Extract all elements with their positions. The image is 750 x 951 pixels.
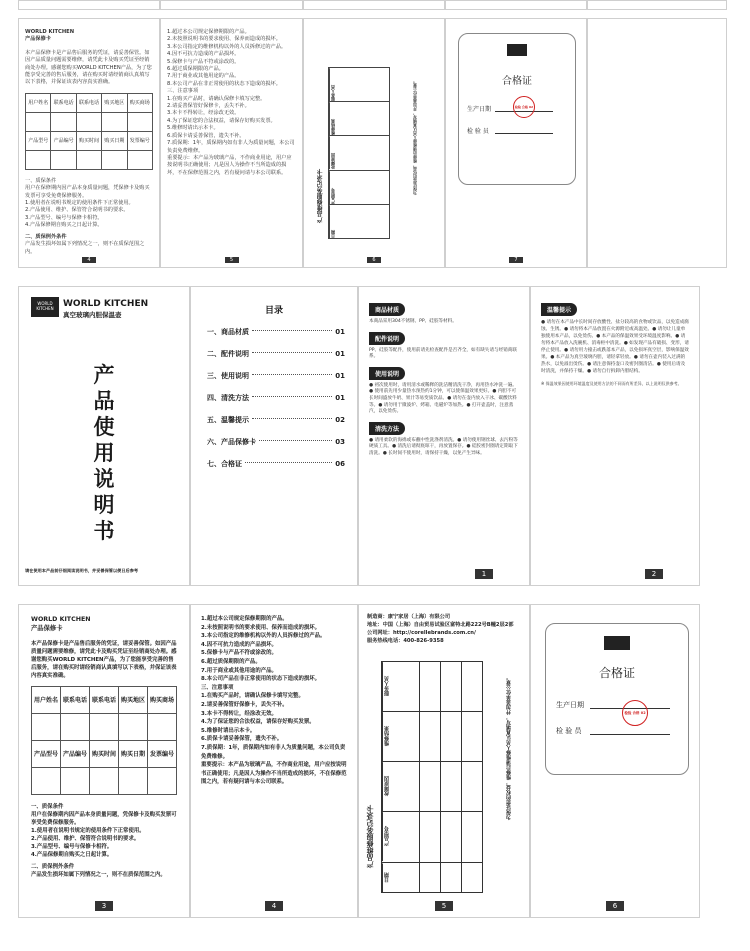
toc-item-page: 03: [335, 438, 345, 446]
table-cell: 购买时间: [76, 131, 101, 150]
top-strip-panel: [160, 0, 303, 10]
table-cell: 发票编号: [148, 740, 177, 767]
toc-item[interactable]: [207, 327, 345, 337]
table-cell: 用户姓名: [26, 93, 51, 112]
toc-item-page: 01: [335, 372, 345, 380]
service-record-title: 产品维修服务记录卡: [317, 169, 324, 223]
toc-item-page: 01: [335, 350, 345, 358]
table-cell: 联系电话: [51, 93, 76, 112]
page-number: 6: [367, 257, 381, 263]
page-number: 1: [475, 569, 493, 579]
top-strip-panel: [445, 0, 587, 10]
page-small-certificate: [445, 18, 587, 268]
table-cell: 联系电话: [90, 686, 119, 713]
brand-title: WORLD KITCHEN: [25, 29, 75, 35]
row-bottom: [0, 604, 750, 918]
logo-text-line: WORLD: [37, 301, 53, 306]
section-heading: 使用说明: [369, 367, 405, 380]
page-small-warranty-terms: [160, 18, 303, 268]
row-small: [0, 18, 750, 268]
section-heading: 温馨提示: [541, 303, 577, 316]
table-cell: 产品型号: [26, 131, 51, 150]
page-small-warranty: [18, 18, 160, 268]
warranty-intro: 本产品保修卡是产品售后服务的凭证，请妥善保管。如因产品质量问题需要维修，请凭此卡及购买凭证至经销商处办理。感谢您购买WORLD KITCHEN产品，为了您能享受完善的售后服务，请在购买时请经销商认真填写以下表格，并保证该表内容真实准确。: [25, 49, 152, 86]
brand-name: WORLD KITCHEN: [63, 299, 149, 309]
row-middle: [0, 286, 750, 586]
title-char: 明: [93, 493, 115, 517]
certificate-box: [545, 623, 689, 775]
toc-item-label: 一、商品材质: [207, 328, 249, 336]
table-row: [32, 740, 177, 767]
terms-text: 1.超过本公司规定保修期限的产品。 2.未按照说明书的要求使用、保养而造成的损坏。 3.本公司指定的维修机构以外的人员拆修过的产品。 4.因不可抗力造成的产品损坏。 5.保修卡与产品不符或涂改的。 6.超过质保期限的产品。 7.用于商业或其他用途的产品。 8.本公司产品在非正常使用的状态下造成的损坏。 三、注意事项 1.在购买产品时，请确认保修卡填写完整。 2.请妥善保管好保修卡，丢失不补。 3.本卡不得转让，经涂改无效。 4.为了保证您的合法权益，请保存好购买发票。 5.维修时请出示本卡。 6.质保卡请妥善保管，遗失不补。 7.质保期：1年，质保期内如有非人为质量问题，本公司负责免费维修。 重要提示：本产品为玻璃产品，不作商业用途，用户应按说明书正确使用；凡是因人为操作不当所造成的损坏，不在保修范围之内，若有疑问请与本公司联系。: [201, 616, 347, 786]
table-cell: 购买日期: [102, 131, 127, 150]
page-3: [18, 604, 190, 918]
inspector-line: [590, 734, 670, 735]
section-body: 本商品采用304不锈钢、PP、硅胶等材料。: [369, 319, 457, 324]
page-number: 7: [509, 257, 523, 263]
warranty-intro: 本产品保修卡是产品售后服务的凭证，请妥善保管。如因产品质量问题需要维修，请凭此卡及购买凭证至经销商处办理。感谢您购买WORLD KITCHEN产品，为了您能享受完善的售后服务，请在购买时请经销商认真填写以下表格，并保证该表内容真实准确。: [31, 640, 177, 679]
toc-item-label: 六、产品保修卡: [207, 438, 256, 446]
table-row: [26, 131, 153, 150]
table-cell: 购买商场: [127, 93, 152, 112]
brand-logo: [507, 44, 527, 56]
page-number: 6: [606, 901, 624, 911]
inspector-label: 检 验 员: [467, 128, 489, 135]
policy-extra-title: 二、质保例外条件: [25, 233, 67, 240]
toc-item-page: 01: [335, 394, 345, 402]
production-date-label: 生产日期: [556, 701, 584, 709]
table-cell: 购买地区: [102, 93, 127, 112]
toc-item[interactable]: [207, 393, 345, 403]
table-cell: 购买日期: [119, 740, 148, 767]
page-cover: [18, 286, 190, 586]
policy-text: 一、质保条件 用户在保修期内因产品本身质量问题，凭保修卡及购买发票可享受免费保修服务。 1.使用者在说明书规定的使用条件下正常使用。 2.产品使用、维护、保管符合说明书的要求。 3.产品型号、编号与保修卡相符。 4.产品保修期自购买之日起计算。: [31, 803, 177, 858]
table-cell: 产品编号: [61, 740, 90, 767]
column-label: 维修结果: [382, 712, 399, 761]
column-label: 故障原因: [382, 762, 399, 811]
service-side-note: 为保证您的权益，维修后请维修人员认真填写，并加盖单位公章。: [506, 675, 512, 820]
toc-item[interactable]: [207, 459, 345, 469]
column-label: 故障原因: [329, 136, 343, 169]
table-row: [32, 686, 177, 713]
tips-note: ※ 保温效果因使用环境温度及使用方法的不同而有所差异，以上说明仅供参考。: [541, 381, 682, 386]
warranty-subtitle: 产品保修卡: [31, 625, 63, 633]
column-label: 服务人员: [329, 68, 343, 101]
toc-item[interactable]: [207, 349, 345, 359]
policy-extra-title: 二、质保例外条件: [31, 863, 75, 870]
toc-item[interactable]: [207, 371, 345, 381]
page-1: [358, 286, 530, 586]
page-6: [530, 604, 700, 918]
page-small-service-record: [303, 18, 445, 268]
table-cell: 购买时间: [90, 740, 119, 767]
brand-logo: [31, 297, 59, 317]
service-side-note: 为保证您的权益，维修后请维修人员认真填写，并加盖单位公章。: [412, 79, 417, 195]
column-label: 产品型号: [329, 171, 343, 204]
table-row: [26, 93, 153, 112]
title-char: 品: [93, 389, 115, 413]
toc-item[interactable]: [207, 415, 345, 425]
company-website[interactable]: 公司网址：http://corellebrands.com.cn/: [367, 630, 476, 636]
title-char: 书: [93, 519, 115, 543]
top-strip: [0, 0, 750, 10]
service-record-table: [381, 661, 483, 893]
title-char: 用: [93, 441, 115, 465]
warranty-table: [25, 93, 153, 170]
column-label: 产品型号: [382, 812, 399, 861]
qc-stamp: 检验 合格 02: [513, 96, 535, 118]
section-body: PP、硅胶等配件，使用前请先检查配件是否齐全，如有缺失请与经销商联系。: [369, 347, 517, 360]
section-heading: 配件说明: [369, 332, 405, 345]
policy-text: 一、质保条件 用户在保修期内因产品本身质量问题，凭保修卡及购买发票可享受免费保修服务。 1.使用者在说明书规定的使用条件下正常使用。 2.产品使用、维护、保管符合说明书的要求。 3.产品型号、编号与保修卡相符。 4.产品保修期自购买之日起计算。: [25, 177, 150, 229]
table-cell: 产品编号: [51, 131, 76, 150]
warranty-table: [31, 686, 177, 795]
toc-item-label: 三、使用说明: [207, 372, 249, 380]
column-label: 维修结果: [329, 102, 343, 135]
table-cell: 联系电话: [61, 686, 90, 713]
production-date-label: 生产日期: [467, 106, 492, 113]
page-number: 3: [95, 901, 113, 911]
column-label: 服务人员: [382, 662, 399, 711]
toc-item-page: 02: [335, 416, 345, 424]
toc-item-label: 二、配件说明: [207, 350, 249, 358]
page-number: 2: [645, 569, 663, 579]
top-strip-panel: [18, 0, 160, 10]
toc-item-page: 06: [335, 460, 345, 468]
certificate-box: [458, 33, 576, 185]
section-body: ● 请用柔软的海绵或布蘸中性洗涤剂清洗。● 请勿使用钢丝球、去污粉等硬质工具。● 清洗后请彻底晾干，再放置保存。● 硅胶密封圈请定期取下清洗。● 长时间不使用时，请保持干燥，以免产生异味。: [369, 437, 518, 456]
terms-text: 1.超过本公司规定保修期限的产品。 2.未按照说明书的要求使用、保养而造成的损坏。 3.本公司指定的维修机构以外的人员拆修过的产品。 4.因不可抗力造成的产品损坏。 5.保修卡与产品不符或涂改的。 6.超过质保期限的产品。 7.用于商业或其他用途的产品。 8.本公司产品在非正常使用的状态下造成的损坏。 三、注意事项 1.在购买产品时，请确认保修卡填写完整。 2.请妥善保管好保修卡，丢失不补。 3.本卡不得转让，经涂改无效。 4.为了保证您的合法权益，请保存好购买发票。 5.维修时请出示本卡。 6.质保卡请妥善保管，遗失不补。 7.质保期：1年，质保期内如有非人为质量问题，本公司负责免费维修。 重要提示：本产品为玻璃产品，不作商业用途，用户应按说明书正确使用；凡是因人为操作不当所造成的损坏，不在保修范围之内，若有疑问请与本公司联系。: [167, 29, 295, 176]
manual-title: [19, 362, 189, 544]
table-cell: 用户姓名: [32, 686, 61, 713]
page-number: 5: [225, 257, 239, 263]
warranty-subtitle: 产品保修卡: [25, 36, 51, 43]
toc-item-label: 七、合格证: [207, 460, 242, 468]
page-5: [358, 604, 530, 918]
company-name: 制造商：康宁家居（上海）有限公司: [367, 614, 451, 620]
toc-item-label: 四、清洗方法: [207, 394, 249, 402]
title-char: 说: [93, 467, 115, 491]
page-4: [190, 604, 358, 918]
product-name: 真空玻璃内胆保温壶: [63, 311, 122, 319]
policy-extra: 产品发生损坏如属下列情况之一，则不在质保范围之内。: [25, 241, 145, 255]
title-char: 使: [93, 415, 115, 439]
policy-extra: 产品发生损坏如属下列情况之一，则不在质保范围之内。: [31, 871, 166, 878]
table-cell: 联系电话: [76, 93, 101, 112]
service-record-title: 产品维修服务记录卡: [366, 805, 374, 868]
toc-title: 目录: [264, 306, 283, 316]
page-number: 4: [265, 901, 283, 911]
qc-stamp: 检验 合格 02: [622, 700, 648, 726]
section-heading: 商品材质: [369, 303, 405, 316]
column-label: 日期: [329, 205, 343, 238]
service-record-table: [328, 67, 390, 239]
top-strip-panel: [303, 0, 445, 10]
table-cell: 购买商场: [148, 686, 177, 713]
toc-item[interactable]: [207, 437, 345, 447]
page-number: 4: [82, 257, 96, 263]
page-small-blank: [587, 18, 727, 268]
toc-item-label: 五、温馨提示: [207, 416, 249, 424]
company-address: 地址：中国（上海）自由贸易试验区富特北路222号B幢2层2部: [367, 622, 514, 628]
page-number: 5: [435, 901, 453, 911]
certificate-title: 合格证: [502, 76, 532, 87]
certificate-title: 合格证: [598, 666, 635, 680]
cover-footnote: 请在使用本产品前仔细阅读说明书，并妥善保管以便日后参考: [25, 568, 139, 573]
table-cell: 产品型号: [32, 740, 61, 767]
tips-body: ● 请勿在本产品中长时间存放酸性、盐分较高的食物或饮品，以免造成腐蚀、生锈。● 请勿将本产品放置在火源附近或高温处。● 请勿让儿童单独使用本产品，以免烫伤。● 本产品的保温效果受环境温度影响。● 请勿将本产品放入洗碗机、消毒柜中清洗。● 如发现产品有破损、变形，请停止使用。● 请勿用力撞击或跌落本产品，以免损坏真空层，影响保温效果。● 本产品为真空玻璃内胆，请轻拿轻放。● 请勿在壶内装入过满的热水，以免溢出烫伤。● 请注意保持壶口及密封圈清洁。● 使用后请及时清洗，并保持干燥。● 请勿自行拆卸内胆结构。: [541, 320, 689, 374]
logo-text-line: KITCHEN: [36, 306, 54, 311]
table-cell: 购买地区: [119, 686, 148, 713]
top-strip-panel: [587, 0, 727, 10]
section-heading: 清洗方法: [369, 422, 405, 435]
page-2: [530, 286, 700, 586]
column-label: 日期: [382, 863, 399, 892]
inspector-label: 检 验 员: [556, 727, 582, 735]
page-toc: [190, 286, 358, 586]
section-body: ● 初次使用时，请用清水或稀释的洗洁精清洗干净，再用热水冲洗一遍。● 使用前先用少量热水预热约1分钟，可以使保温效果更好。● 内胆不可长时间盛放牛奶、果汁等易变质饮品。● 请勿在壶内放入干冰、碳酸饮料等。● 请勿用于微波炉、烤箱、电磁炉等加热。● 打开壶盖时，注意蒸汽，以免烫伤。: [369, 382, 517, 415]
toc-item-page: 01: [335, 328, 345, 336]
toc-list: [207, 327, 345, 469]
inspector-line: [495, 133, 553, 134]
brand-logo: [604, 636, 630, 650]
title-char: 产: [93, 363, 115, 387]
service-hotline: 服务热线电话：400-826-9358: [367, 638, 444, 644]
brand-title: WORLD KITCHEN: [31, 616, 91, 623]
table-cell: 发票编号: [127, 131, 152, 150]
